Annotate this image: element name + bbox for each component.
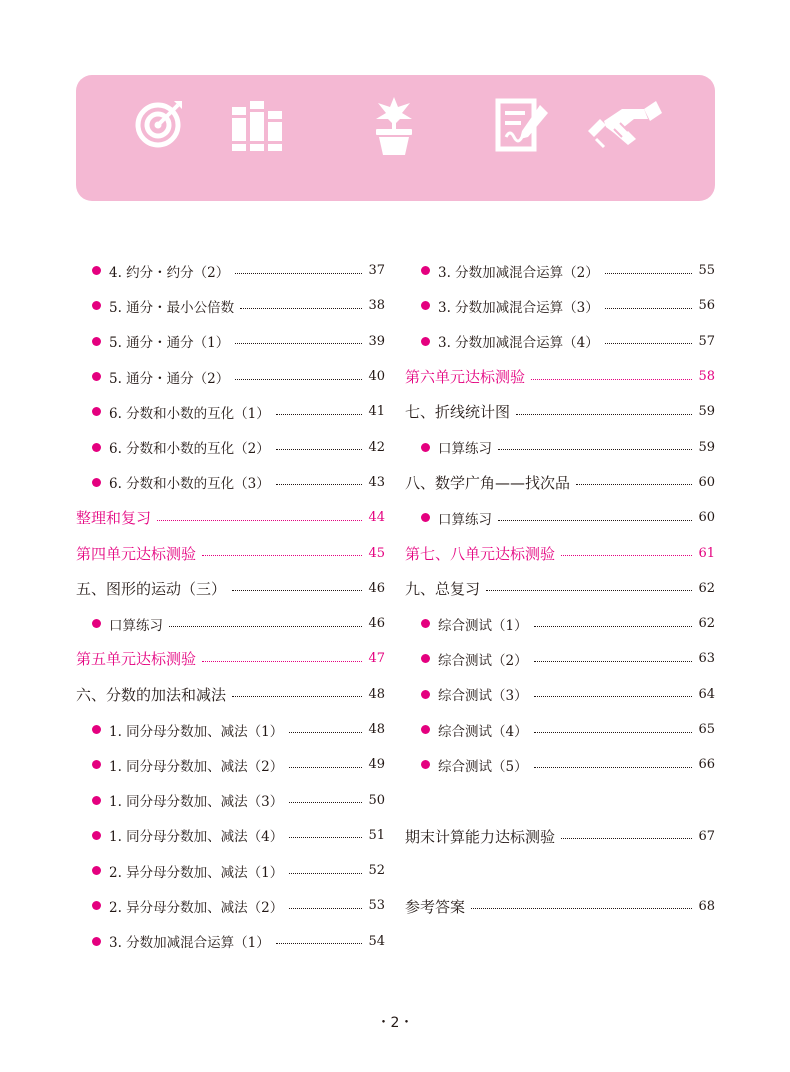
- bullet-icon: [92, 831, 101, 840]
- toc-entry-title: 1. 同分母分数加、减法（1）: [109, 723, 284, 740]
- toc-right-column: [405, 253, 715, 924]
- toc-entry-title: 期末计算能力达标测验: [405, 827, 556, 846]
- toc-entry-page: 48: [368, 686, 385, 702]
- leader-dots: [232, 695, 362, 697]
- toc-entry-page: 52: [368, 863, 385, 879]
- toc-entry[interactable]: [405, 324, 715, 359]
- toc-entry[interactable]: [76, 394, 385, 429]
- toc-entry-title: 口算练习: [438, 511, 492, 528]
- toc-entry-title: 第六单元达标测验: [405, 368, 526, 387]
- writing-icon: [494, 97, 552, 153]
- toc-entry[interactable]: [76, 606, 385, 641]
- toc-entry[interactable]: [76, 712, 385, 747]
- toc-entry-title: 九、总复习: [405, 579, 481, 598]
- leader-dots: [289, 836, 362, 838]
- toc-entry-page: 45: [368, 545, 385, 561]
- toc-entry-title: 1. 同分母分数加、减法（4）: [109, 829, 284, 846]
- leader-dots: [561, 837, 692, 839]
- header-banner: [76, 75, 715, 201]
- toc-entry-title: 八、数学广角——找次品: [405, 473, 571, 492]
- toc-entry-page: 62: [698, 616, 715, 632]
- toc-entry[interactable]: [76, 818, 385, 853]
- toc-entry-page: 49: [368, 757, 385, 773]
- leader-dots: [605, 342, 693, 344]
- toc-entry-page: 60: [698, 474, 715, 490]
- leader-dots: [289, 766, 362, 768]
- toc-entry[interactable]: [405, 465, 715, 500]
- bullet-icon: [92, 725, 101, 734]
- bullet-icon: [92, 372, 101, 381]
- leader-dots: [202, 660, 362, 662]
- toc-entry[interactable]: [76, 324, 385, 359]
- toc-entry[interactable]: [76, 288, 385, 323]
- leader-dots: [534, 695, 693, 697]
- toc-entry-title: 六、分数的加法和减法: [76, 685, 227, 704]
- toc-entry[interactable]: [76, 924, 385, 959]
- leader-dots: [498, 448, 692, 450]
- leader-dots: [534, 625, 693, 627]
- toc-entry-title: 综合测试（2）: [438, 652, 528, 669]
- plant-pot-icon: [368, 95, 420, 157]
- bullet-icon: [421, 513, 430, 522]
- toc-entry[interactable]: [76, 500, 385, 535]
- toc-entry[interactable]: [405, 429, 715, 464]
- bullet-icon: [92, 619, 101, 628]
- toc-entry-page: 44: [368, 510, 385, 526]
- leader-dots: [276, 448, 363, 450]
- toc-entry-page: 66: [698, 757, 715, 773]
- toc-entry-title: 参考答案: [405, 897, 466, 916]
- bullet-icon: [92, 760, 101, 769]
- toc-entry-page: 63: [698, 651, 715, 667]
- toc-entry-title: 综合测试（3）: [438, 688, 528, 705]
- bullet-icon: [92, 337, 101, 346]
- toc-entry[interactable]: [76, 429, 385, 464]
- toc-entry-title: 3. 分数加减混合运算（3）: [438, 299, 599, 316]
- toc-entry[interactable]: [76, 253, 385, 288]
- leader-dots: [235, 272, 362, 274]
- bullet-icon: [421, 690, 430, 699]
- leader-dots: [289, 872, 362, 874]
- bullet-icon: [421, 760, 430, 769]
- toc-entry-title: 第五单元达标测验: [76, 650, 197, 669]
- leader-dots: [289, 907, 362, 909]
- leader-dots: [534, 766, 693, 768]
- leader-dots: [516, 413, 692, 415]
- bullet-icon: [92, 478, 101, 487]
- toc-entry[interactable]: [405, 747, 715, 782]
- toc-entry-title: 3. 分数加减混合运算（2）: [438, 264, 599, 281]
- bullet-icon: [421, 725, 430, 734]
- toc-entry[interactable]: [405, 818, 715, 853]
- toc-entry-title: 5. 通分・通分（1）: [109, 335, 230, 352]
- toc-entry-page: 54: [368, 933, 385, 949]
- leader-dots: [240, 307, 362, 309]
- toc-entry[interactable]: [405, 606, 715, 641]
- toc-entry-page: 61: [698, 545, 715, 561]
- toc-entry-title: 3. 分数加减混合运算（4）: [438, 335, 599, 352]
- toc-entry-title: 4. 约分・约分（2）: [109, 264, 230, 281]
- toc-entry-title: 整理和复习: [76, 509, 152, 528]
- toc-entry[interactable]: [76, 571, 385, 606]
- leader-dots: [202, 554, 362, 556]
- leader-dots: [169, 625, 362, 627]
- toc-entry[interactable]: [405, 253, 715, 288]
- toc-entry[interactable]: [405, 359, 715, 394]
- toc-entry-title: 6. 分数和小数的互化（2）: [109, 441, 270, 458]
- toc-entry-page: 41: [368, 404, 385, 420]
- toc-entry-title: 口算练习: [109, 617, 163, 634]
- toc-entry-page: 64: [698, 686, 715, 702]
- bullet-icon: [92, 266, 101, 275]
- toc-entry[interactable]: [76, 641, 385, 676]
- leader-dots: [289, 801, 362, 803]
- leader-dots: [486, 589, 692, 591]
- leader-dots: [605, 272, 693, 274]
- bullet-icon: [421, 619, 430, 628]
- bullet-icon: [421, 443, 430, 452]
- toc-entry-title: 5. 通分・通分（2）: [109, 370, 230, 387]
- leader-dots: [531, 378, 692, 380]
- toc-entry-page: 55: [698, 263, 715, 279]
- toc-entry[interactable]: [405, 889, 715, 924]
- bullet-icon: [421, 337, 430, 346]
- toc-entry-title: 第四单元达标测验: [76, 544, 197, 563]
- toc-entry[interactable]: [76, 782, 385, 817]
- toc-entry[interactable]: [405, 500, 715, 535]
- leader-dots: [276, 413, 363, 415]
- toc-entry[interactable]: [405, 288, 715, 323]
- toc-entry-page: 38: [368, 298, 385, 314]
- toc-entry[interactable]: [76, 465, 385, 500]
- leader-dots: [235, 342, 362, 344]
- toc-entry-title: 七、折线统计图: [405, 403, 511, 422]
- toc-entry-title: 五、图形的运动（三）: [76, 579, 227, 598]
- leader-dots: [498, 519, 692, 521]
- toc-entry-page: 56: [698, 298, 715, 314]
- toc-entry-page: 53: [368, 898, 385, 914]
- toc-entry-title: 综合测试（5）: [438, 758, 528, 775]
- leader-dots: [605, 307, 693, 309]
- toc-entry-title: 3. 分数加减混合运算（1）: [109, 935, 270, 952]
- toc-entry-page: 46: [368, 616, 385, 632]
- toc-entry-page: 47: [368, 651, 385, 667]
- toc-entry[interactable]: [405, 535, 715, 570]
- bullet-icon: [92, 796, 101, 805]
- toc-entry-page: 67: [698, 828, 715, 844]
- toc-entry-title: 口算练习: [438, 441, 492, 458]
- leader-dots: [289, 731, 362, 733]
- leader-dots: [471, 907, 692, 909]
- bullet-icon: [92, 901, 101, 910]
- toc-entry-page: 37: [368, 263, 385, 279]
- leader-dots: [276, 483, 363, 485]
- toc-entry-page: 59: [698, 439, 715, 455]
- bullet-icon: [421, 301, 430, 310]
- leader-dots: [534, 731, 693, 733]
- bullet-icon: [92, 937, 101, 946]
- toc-entry-title: 综合测试（4）: [438, 723, 528, 740]
- handshake-icon: [584, 97, 664, 153]
- target-icon: [134, 97, 186, 149]
- toc-entry[interactable]: [405, 641, 715, 676]
- toc-entry-page: 43: [368, 474, 385, 490]
- leader-dots: [276, 942, 363, 944]
- leader-dots: [561, 554, 692, 556]
- bullet-icon: [421, 654, 430, 663]
- toc-entry-title: 1. 同分母分数加、减法（2）: [109, 758, 284, 775]
- toc-entry[interactable]: [405, 571, 715, 606]
- bullet-icon: [92, 866, 101, 875]
- leader-dots: [534, 660, 693, 662]
- bullet-icon: [92, 407, 101, 416]
- toc-entry-page: 46: [368, 580, 385, 596]
- bullet-icon: [92, 301, 101, 310]
- toc-entry-page: 62: [698, 580, 715, 596]
- toc-entry-page: 68: [698, 898, 715, 914]
- toc-entry[interactable]: [405, 394, 715, 429]
- toc-entry-page: 50: [368, 792, 385, 808]
- books-icon: [230, 97, 286, 153]
- toc-entry-title: 2. 异分母分数加、减法（1）: [109, 864, 284, 881]
- toc-entry-page: 48: [368, 722, 385, 737]
- toc-entry-title: 2. 异分母分数加、减法（2）: [109, 899, 284, 916]
- toc-entry-title: 5. 通分・最小公倍数: [109, 299, 235, 316]
- toc-entry-page: 39: [368, 333, 385, 349]
- leader-dots: [576, 483, 692, 485]
- toc-entry-page: 60: [698, 510, 715, 526]
- bullet-icon: [421, 266, 430, 275]
- toc-entry[interactable]: [405, 712, 715, 747]
- leader-dots: [235, 378, 362, 380]
- toc-entry-title: 综合测试（1）: [438, 617, 528, 634]
- toc-entry-title: 第七、八单元达标测验: [405, 544, 556, 563]
- toc-entry[interactable]: [76, 747, 385, 782]
- toc-entry-title: 6. 分数和小数的互化（1）: [109, 405, 270, 422]
- toc-entry-page: 65: [698, 722, 715, 737]
- toc-entry-page: 40: [368, 369, 385, 385]
- leader-dots: [157, 519, 362, 521]
- toc-entry-page: 58: [698, 369, 715, 385]
- leader-dots: [232, 589, 362, 591]
- toc-entry[interactable]: [76, 853, 385, 888]
- toc-entry[interactable]: [76, 677, 385, 712]
- toc-entry[interactable]: [76, 888, 385, 923]
- toc-left-column: [76, 253, 385, 959]
- bullet-icon: [92, 443, 101, 452]
- toc-entry-title: 1. 同分母分数加、减法（3）: [109, 794, 284, 811]
- toc-entry-page: 57: [698, 333, 715, 349]
- toc-entry-title: 6. 分数和小数的互化（3）: [109, 476, 270, 493]
- toc-entry[interactable]: [76, 535, 385, 570]
- toc-entry-page: 51: [368, 827, 385, 843]
- toc-entry-page: 59: [698, 404, 715, 420]
- toc-entry-page: 42: [368, 439, 385, 455]
- toc-entry[interactable]: [405, 677, 715, 712]
- page-number: ・2・: [376, 1015, 414, 1031]
- toc-entry[interactable]: [76, 359, 385, 394]
